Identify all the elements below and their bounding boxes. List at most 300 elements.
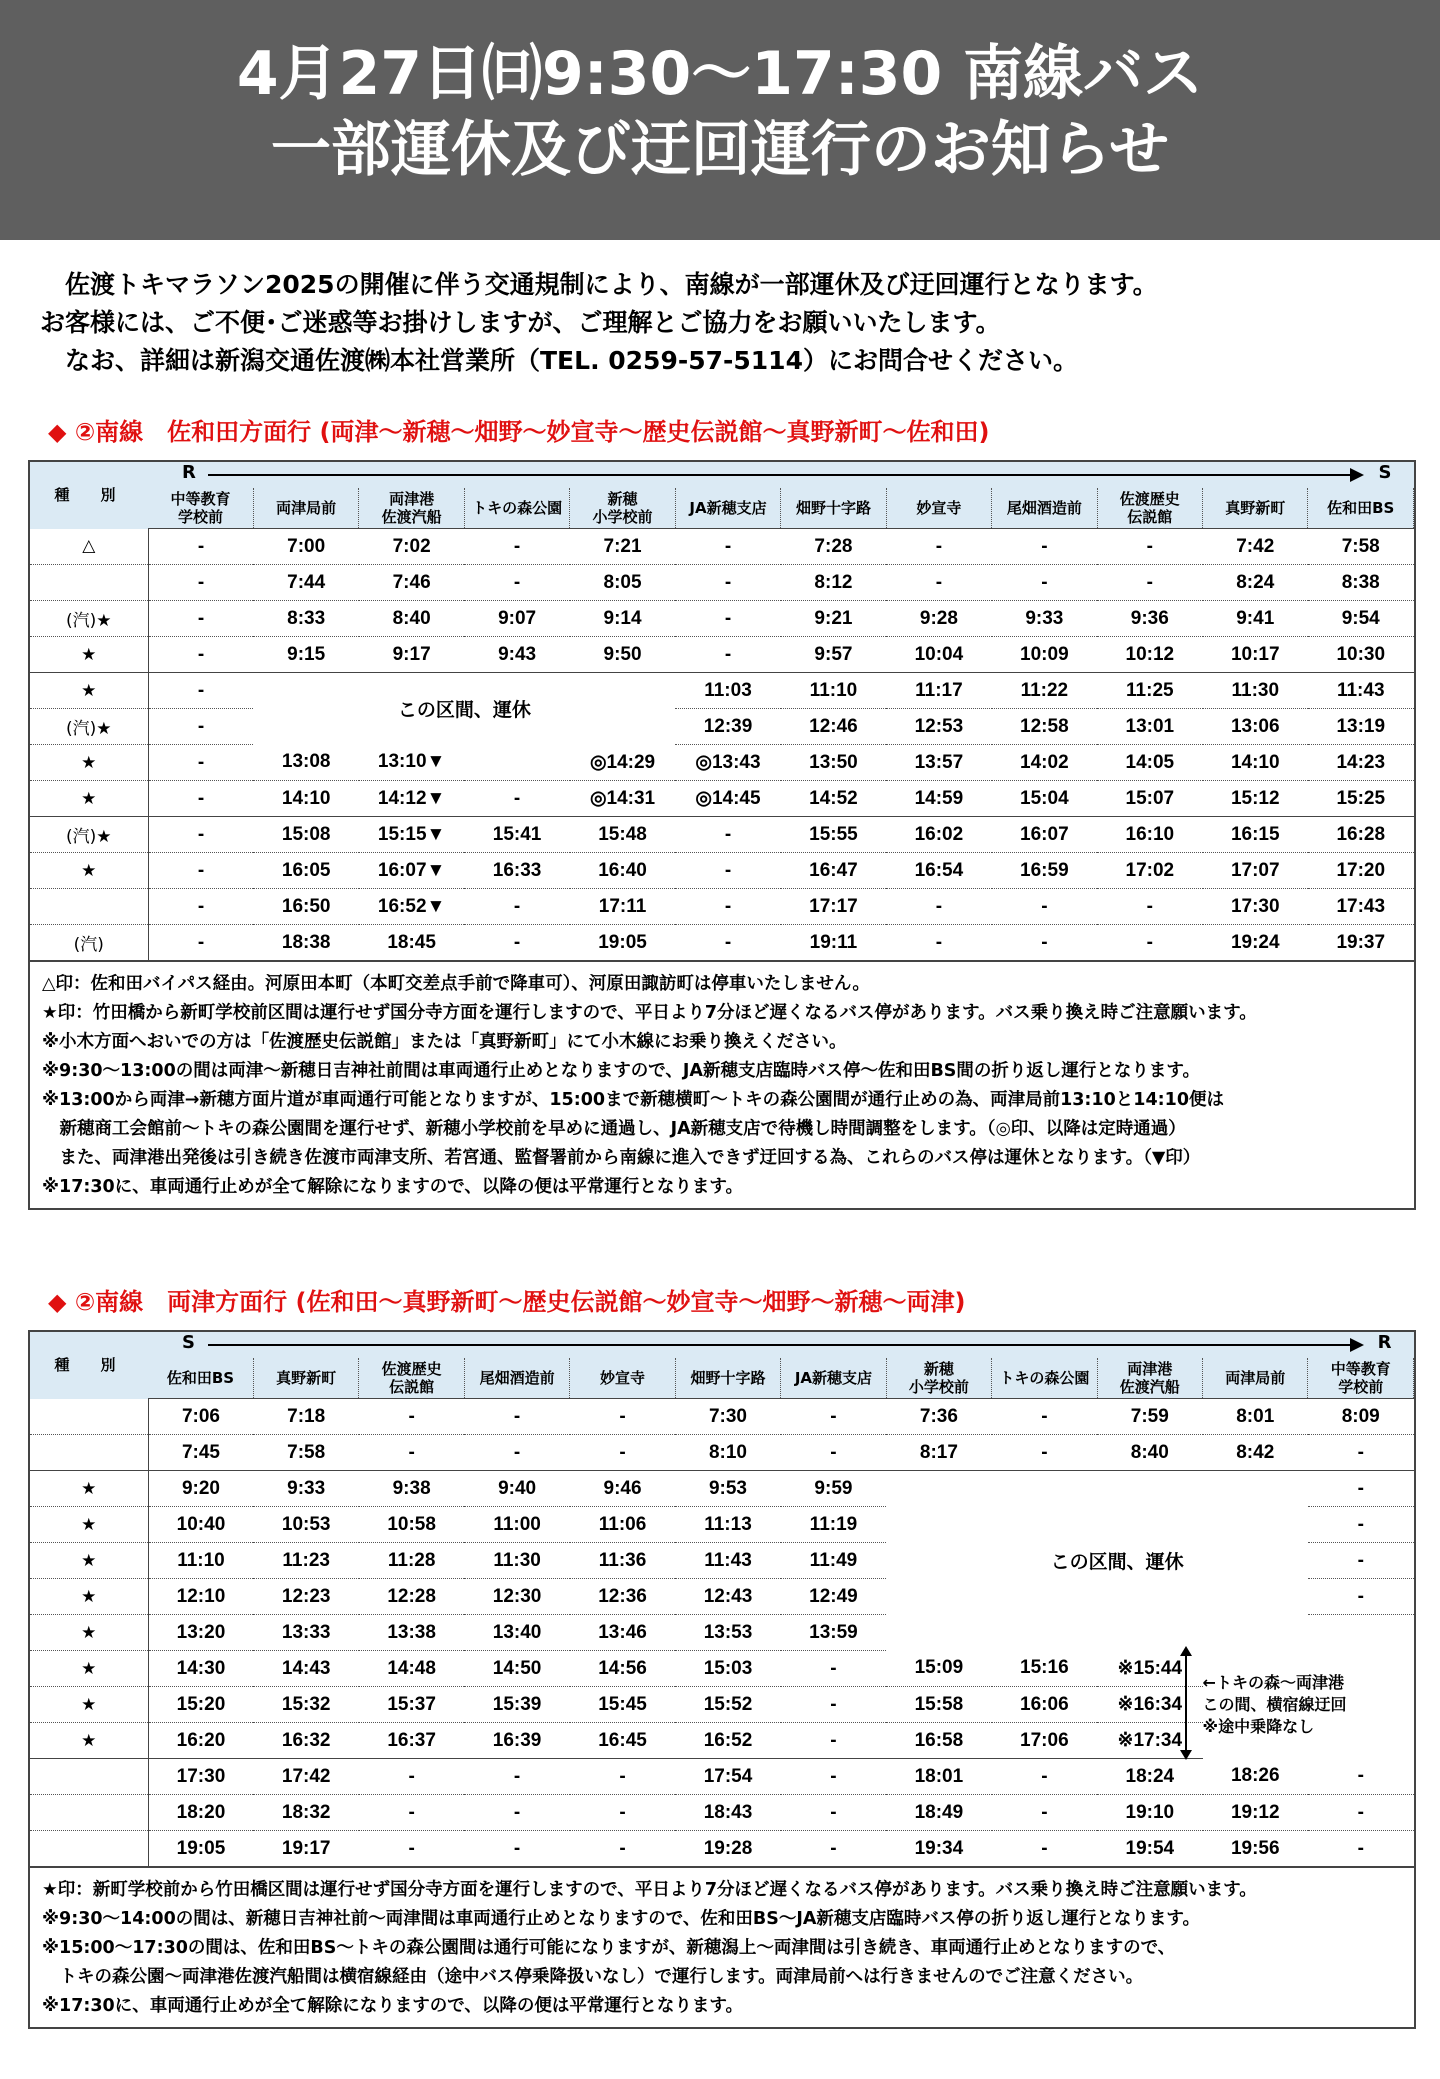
- banner-title-line2: 一部運休及び迂回運行のお知らせ: [270, 115, 1170, 185]
- table-row: [30, 565, 1414, 601]
- time-cell: 14:56: [570, 1651, 675, 1687]
- title-banner: [0, 0, 1440, 240]
- time-cell: 16:33: [464, 853, 569, 889]
- time-cell: 13:10▼: [359, 745, 464, 781]
- time-cell: 16:54: [886, 853, 991, 889]
- time-cell: 15:03: [675, 1651, 780, 1687]
- time-cell: 9:40: [464, 1471, 569, 1507]
- time-cell: 16:52▼: [359, 889, 464, 925]
- time-cell: 12:58: [992, 709, 1097, 745]
- time-cell: -: [992, 925, 1097, 961]
- time-cell: 14:48: [359, 1651, 464, 1687]
- time-cell: 16:07: [992, 817, 1097, 853]
- time-cell: 19:24: [1203, 925, 1308, 961]
- time-cell: 16:05: [253, 853, 358, 889]
- service-type: ★: [30, 1687, 148, 1723]
- time-cell: 18:49: [886, 1795, 991, 1831]
- start-point-label: R: [182, 462, 196, 483]
- time-cell: 17:20: [1308, 853, 1414, 889]
- stop-header: 佐和田BS: [148, 1358, 253, 1399]
- time-cell: 15:48: [570, 817, 675, 853]
- time-cell: 15:41: [464, 817, 569, 853]
- time-cell: 9:33: [253, 1471, 358, 1507]
- time-cell: ※17:34: [1097, 1723, 1202, 1759]
- detour-note-line: この間、横宿線迂回: [1202, 1694, 1347, 1714]
- time-cell: 16:50: [253, 889, 358, 925]
- table-row: [30, 637, 1414, 673]
- service-type: (汽): [30, 925, 148, 961]
- time-cell: 11:43: [1308, 673, 1414, 709]
- time-cell: -: [886, 565, 991, 601]
- table-row: [30, 1399, 1414, 1435]
- time-cell: 14:12▼: [359, 781, 464, 817]
- time-cell: 18:20: [148, 1795, 253, 1831]
- table-row: [30, 1759, 1414, 1795]
- time-cell: 19:05: [570, 925, 675, 961]
- stop-header: 両津港 佐渡汽船: [359, 488, 464, 529]
- time-cell: 16:40: [570, 853, 675, 889]
- time-cell: 8:24: [1203, 565, 1308, 601]
- direction-arrow: [148, 1332, 1414, 1358]
- detour-note: [1202, 1651, 1347, 1759]
- time-cell: 19:28: [675, 1831, 780, 1867]
- time-cell: 16:28: [1308, 817, 1414, 853]
- time-cell: 19:56: [1203, 1831, 1308, 1867]
- time-cell: 16:06: [992, 1687, 1097, 1723]
- time-cell: 11:28: [359, 1543, 464, 1579]
- time-cell: 8:40: [359, 601, 464, 637]
- stop-header: トキの森公園: [992, 1358, 1097, 1399]
- time-cell: 10:40: [148, 1507, 253, 1543]
- time-cell: 14:23: [1308, 745, 1414, 781]
- time-cell: 14:43: [253, 1651, 358, 1687]
- section1-notes: [30, 961, 1414, 1208]
- table-row: [30, 1651, 1414, 1687]
- time-cell: 12:53: [886, 709, 991, 745]
- table-row: [30, 601, 1414, 637]
- time-cell: 14:02: [992, 745, 1097, 781]
- time-cell: 9:36: [1097, 601, 1202, 637]
- time-cell: -: [1097, 529, 1202, 565]
- time-cell: -: [781, 1759, 886, 1795]
- time-cell: 7:28: [781, 529, 886, 565]
- time-cell: -: [148, 889, 253, 925]
- time-cell: 9:17: [359, 637, 464, 673]
- service-type: [30, 1795, 148, 1831]
- section2-title: ◆ ②南線 両津方面行 (佐和田～真野新町～歴史伝説館～妙宣寺～畑野～新穂～両津): [48, 1288, 966, 1316]
- time-cell: -: [148, 601, 253, 637]
- section2-notes: [30, 1867, 1414, 2027]
- service-type: ★: [30, 1543, 148, 1579]
- time-cell: -: [992, 889, 1097, 925]
- time-cell: 13:01: [1097, 709, 1202, 745]
- note-line: ※15:00～17:30の間は、佐和田BS～トキの森公園間は通行可能になりますが、新穂潟上～両津間は引き続き、車両通行止めとなりますので、: [42, 1938, 1176, 1958]
- note-line: トキの森公園～両津港佐渡汽船間は横宿線経由（途中バス停乗降扱いなし）で運行します。両津局前へは行きませんのでご注意ください。: [42, 1967, 1144, 1987]
- time-cell: ※15:44: [1097, 1651, 1202, 1687]
- time-cell: 11:19: [781, 1507, 886, 1543]
- time-cell: 12:23: [253, 1579, 358, 1615]
- table-row: [30, 529, 1414, 565]
- time-cell: 11:23: [253, 1543, 358, 1579]
- time-cell: -: [675, 565, 780, 601]
- time-cell: -: [148, 781, 253, 817]
- table-row: [30, 781, 1414, 817]
- table-row: [30, 1795, 1414, 1831]
- time-cell: 15:58: [886, 1687, 991, 1723]
- time-cell: 7:00: [253, 529, 358, 565]
- time-cell: 9:15: [253, 637, 358, 673]
- time-cell: -: [781, 1687, 886, 1723]
- time-cell: 19:37: [1308, 925, 1414, 961]
- time-cell: -: [1308, 1795, 1414, 1831]
- time-cell: -: [464, 565, 569, 601]
- time-cell: 16:32: [253, 1723, 358, 1759]
- stop-header: 佐和田BS: [1308, 488, 1414, 529]
- time-cell: 10:53: [253, 1507, 358, 1543]
- time-cell: -: [359, 1435, 464, 1471]
- time-cell: 13:40: [464, 1615, 569, 1651]
- table-row: [30, 925, 1414, 961]
- stop-header: 真野新町: [253, 1358, 358, 1399]
- time-cell: -: [148, 817, 253, 853]
- type-header: 種 別: [30, 1332, 148, 1399]
- time-cell: -: [1308, 1759, 1414, 1795]
- time-cell: 8:10: [675, 1435, 780, 1471]
- time-cell: 10:17: [1203, 637, 1308, 673]
- time-cell: -: [781, 1399, 886, 1435]
- service-type: △: [30, 529, 148, 565]
- time-cell: -: [148, 673, 253, 709]
- service-type: (汽)★: [30, 601, 148, 637]
- stop-header: 佐渡歴史 伝説館: [359, 1358, 464, 1399]
- time-cell: 19:54: [1097, 1831, 1202, 1867]
- time-cell: 13:38: [359, 1615, 464, 1651]
- time-cell: -: [675, 925, 780, 961]
- time-cell: 14:52: [781, 781, 886, 817]
- time-cell: 12:36: [570, 1579, 675, 1615]
- time-cell: 15:52: [675, 1687, 780, 1723]
- time-cell: 19:12: [1203, 1795, 1308, 1831]
- time-cell: -: [570, 1435, 675, 1471]
- time-cell: -: [886, 889, 991, 925]
- stop-header: JA新穂支店: [675, 488, 780, 529]
- time-cell: 10:30: [1308, 637, 1414, 673]
- time-cell: [464, 745, 569, 781]
- time-cell: 9:43: [464, 637, 569, 673]
- time-cell: 12:49: [781, 1579, 886, 1615]
- stop-header: 真野新町: [1203, 488, 1308, 529]
- time-cell: -: [1308, 1579, 1414, 1615]
- note-line: △印：佐和田バイパス経由。河原田本町（本町交差点手前で降車可）、河原田諏訪町は停車いたしません。: [42, 974, 870, 994]
- start-point-label: S: [182, 1332, 195, 1353]
- time-cell: -: [464, 1795, 569, 1831]
- service-type: ★: [30, 853, 148, 889]
- service-type: ★: [30, 1723, 148, 1759]
- stop-header: 両津港 佐渡汽船: [1097, 1358, 1202, 1399]
- time-cell: 8:17: [886, 1435, 991, 1471]
- time-cell: 11:36: [570, 1543, 675, 1579]
- table-row: [30, 1471, 1414, 1507]
- time-cell: 8:40: [1097, 1435, 1202, 1471]
- time-cell: 11:25: [1097, 673, 1202, 709]
- time-cell: -: [675, 889, 780, 925]
- time-cell: -: [992, 565, 1097, 601]
- time-cell: 15:12: [1203, 781, 1308, 817]
- time-cell: -: [359, 1831, 464, 1867]
- time-cell: 16:47: [781, 853, 886, 889]
- time-cell: 8:09: [1308, 1399, 1414, 1435]
- end-point-label: S: [1378, 462, 1392, 483]
- time-cell: -: [1308, 1543, 1414, 1579]
- service-type: [30, 1435, 148, 1471]
- note-line: ※9:30～13:00の間は両津～新穂日吉神社前間は車両通行止めとなりますので、JA新穂支店臨時バス停～佐和田BS間の折り返し運行となります。: [42, 1061, 1200, 1081]
- detour-note-line: ※途中乗降なし: [1202, 1716, 1315, 1736]
- time-cell: 7:36: [886, 1399, 991, 1435]
- time-cell: 9:21: [781, 601, 886, 637]
- vertical-arrow-icon: [1185, 1654, 1187, 1752]
- banner-title-line1: 4月27日㈰9:30～17:30 南線バス: [236, 39, 1204, 109]
- time-cell: -: [1308, 1435, 1414, 1471]
- time-cell: -: [1308, 1831, 1414, 1867]
- time-cell: -: [148, 709, 253, 745]
- service-type: [30, 1831, 148, 1867]
- time-cell: 16:45: [570, 1723, 675, 1759]
- suspended-section-label: この区間、運休: [1050, 1551, 1184, 1574]
- note-line: ※17:30に、車両通行止めが全て解除になりますので、以降の便は平常運行となります。: [42, 1996, 743, 2016]
- time-cell: 16:20: [148, 1723, 253, 1759]
- time-cell: 14:59: [886, 781, 991, 817]
- time-cell: 7:30: [675, 1399, 780, 1435]
- time-cell: 16:52: [675, 1723, 780, 1759]
- time-cell: 9:38: [359, 1471, 464, 1507]
- time-cell: 19:05: [148, 1831, 253, 1867]
- time-cell: 16:39: [464, 1723, 569, 1759]
- section1-timetable-box: [28, 460, 1416, 1210]
- time-cell: 16:07▼: [359, 853, 464, 889]
- time-cell: 9:33: [992, 601, 1097, 637]
- time-cell: -: [464, 889, 569, 925]
- time-cell: 7:45: [148, 1435, 253, 1471]
- time-cell: 13:57: [886, 745, 991, 781]
- time-cell: 15:07: [1097, 781, 1202, 817]
- time-cell: 12:30: [464, 1579, 569, 1615]
- note-line: 新穂商工会館前～トキの森公園間を運行せず、新穂小学校前を早めに通過し、JA新穂支店で待機し時間調整をします。（◎印、以降は定時通過）: [42, 1119, 1186, 1139]
- time-cell: 18:24: [1097, 1759, 1202, 1795]
- time-cell: 10:12: [1097, 637, 1202, 673]
- time-cell: 13:50: [781, 745, 886, 781]
- arrow-line: [208, 474, 1354, 476]
- stop-header: 中等教育 学校前: [1308, 1358, 1414, 1399]
- time-cell: -: [148, 925, 253, 961]
- time-cell: 8:38: [1308, 565, 1414, 601]
- time-cell: 14:05: [1097, 745, 1202, 781]
- time-cell: -: [148, 637, 253, 673]
- time-cell: -: [148, 745, 253, 781]
- service-type: [30, 1399, 148, 1435]
- service-type: ★: [30, 781, 148, 817]
- time-cell: 15:39: [464, 1687, 569, 1723]
- stop-header: 両津局前: [1203, 1358, 1308, 1399]
- time-cell: 15:45: [570, 1687, 675, 1723]
- time-cell: -: [781, 1831, 886, 1867]
- time-cell: -: [1308, 1471, 1414, 1507]
- time-cell: 15:08: [253, 817, 358, 853]
- note-line: また、両津港出発後は引き続き佐渡市両津支所、若宮通、監督署前から南線に進入できず迂回する為、これらのバス停は運休となります。（▼印）: [42, 1148, 1201, 1168]
- time-cell: 12:43: [675, 1579, 780, 1615]
- time-cell: -: [464, 1399, 569, 1435]
- time-cell: 11:06: [570, 1507, 675, 1543]
- time-cell: 18:26: [1203, 1759, 1308, 1795]
- time-cell: 9:41: [1203, 601, 1308, 637]
- time-cell: 9:14: [570, 601, 675, 637]
- time-cell: 17:17: [781, 889, 886, 925]
- time-cell: -: [570, 1831, 675, 1867]
- time-cell: 9:50: [570, 637, 675, 673]
- table-row: [30, 817, 1414, 853]
- time-cell: -: [781, 1723, 886, 1759]
- time-cell: -: [992, 1399, 1097, 1435]
- time-cell: -: [1097, 925, 1202, 961]
- time-cell: -: [464, 781, 569, 817]
- time-cell: -: [1097, 889, 1202, 925]
- time-cell: 16:37: [359, 1723, 464, 1759]
- service-type: [30, 1759, 148, 1795]
- time-cell: 13:53: [675, 1615, 780, 1651]
- time-cell: 18:38: [253, 925, 358, 961]
- service-type: [30, 565, 148, 601]
- time-cell: 17:02: [1097, 853, 1202, 889]
- time-cell: 17:30: [148, 1759, 253, 1795]
- stop-header: 妙宣寺: [886, 488, 991, 529]
- time-cell: 11:30: [464, 1543, 569, 1579]
- time-cell: 9:59: [781, 1471, 886, 1507]
- table-row: [30, 853, 1414, 889]
- time-cell: -: [464, 925, 569, 961]
- time-cell: -: [992, 1831, 1097, 1867]
- time-cell: 19:17: [253, 1831, 358, 1867]
- service-type: ★: [30, 1579, 148, 1615]
- section1-title: ◆ ②南線 佐和田方面行 (両津～新穂～畑野～妙宣寺～歴史伝説館～真野新町～佐和田): [48, 418, 990, 446]
- time-cell: 13:33: [253, 1615, 358, 1651]
- time-cell: -: [570, 1795, 675, 1831]
- time-cell: -: [359, 1795, 464, 1831]
- service-type: ★: [30, 1471, 148, 1507]
- time-cell: -: [570, 1399, 675, 1435]
- time-cell: ◎14:29: [570, 745, 675, 781]
- service-type: ★: [30, 1507, 148, 1543]
- time-cell: 15:16: [992, 1651, 1097, 1687]
- time-cell: -: [992, 1795, 1097, 1831]
- time-cell: 9:28: [886, 601, 991, 637]
- time-cell: 19:34: [886, 1831, 991, 1867]
- time-cell: -: [886, 529, 991, 565]
- service-type: ★: [30, 745, 148, 781]
- time-cell: 18:43: [675, 1795, 780, 1831]
- time-cell: 12:10: [148, 1579, 253, 1615]
- time-cell: 17:30: [1203, 889, 1308, 925]
- time-cell: 15:20: [148, 1687, 253, 1723]
- time-cell: 7:58: [1308, 529, 1414, 565]
- time-cell: 19:10: [1097, 1795, 1202, 1831]
- time-cell: 16:02: [886, 817, 991, 853]
- time-cell: 17:43: [1308, 889, 1414, 925]
- time-cell: 19:11: [781, 925, 886, 961]
- time-cell: -: [886, 925, 991, 961]
- arrowhead-icon: [1350, 468, 1364, 482]
- time-cell: 8:33: [253, 601, 358, 637]
- time-cell: -: [675, 853, 780, 889]
- time-cell: 12:46: [781, 709, 886, 745]
- time-cell: 7:44: [253, 565, 358, 601]
- time-cell: 15:55: [781, 817, 886, 853]
- time-cell: -: [148, 853, 253, 889]
- time-cell: 7:59: [1097, 1399, 1202, 1435]
- intro-line: お客様には、ご不便･ご迷惑等お掛けしますが、ご理解とご協力をお願いいたします。: [40, 308, 1001, 337]
- time-cell: 16:59: [992, 853, 1097, 889]
- time-cell: 11:43: [675, 1543, 780, 1579]
- time-cell: 10:09: [992, 637, 1097, 673]
- time-cell: -: [675, 817, 780, 853]
- time-cell: 8:12: [781, 565, 886, 601]
- time-cell: 13:06: [1203, 709, 1308, 745]
- stop-header: 新穂 小学校前: [886, 1358, 991, 1399]
- time-cell: 18:01: [886, 1759, 991, 1795]
- intro-text: [40, 266, 1420, 380]
- time-cell: 13:46: [570, 1615, 675, 1651]
- time-cell: 13:19: [1308, 709, 1414, 745]
- time-cell: 15:32: [253, 1687, 358, 1723]
- time-cell: 14:30: [148, 1651, 253, 1687]
- time-cell: 13:59: [781, 1615, 886, 1651]
- time-cell: -: [464, 1831, 569, 1867]
- time-cell: -: [570, 1759, 675, 1795]
- type-header: 種 別: [30, 462, 148, 529]
- intro-line: 佐渡トキマラソン2025の開催に伴う交通規制により、南線が一部運休及び迂回運行となります。: [40, 270, 1158, 299]
- note-line: ※9:30～14:00の間は、新穂日吉神社前～両津間は車両通行止めとなりますので、佐和田BS～JA新穂支店臨時バス停の折り返し運行となります。: [42, 1909, 1200, 1929]
- table-row: [30, 709, 1414, 745]
- stop-header: JA新穂支店: [781, 1358, 886, 1399]
- time-cell: -: [148, 529, 253, 565]
- detour-note-line: ←トキの森～両津港: [1202, 1672, 1344, 1692]
- stop-header: トキの森公園: [464, 488, 569, 529]
- service-type: ★: [30, 637, 148, 673]
- service-type: ★: [30, 1651, 148, 1687]
- time-cell: -: [992, 529, 1097, 565]
- stop-header: 妙宣寺: [570, 1358, 675, 1399]
- section2-timetable: [30, 1332, 1414, 1867]
- time-cell: 11:17: [886, 673, 991, 709]
- time-cell: 14:10: [1203, 745, 1308, 781]
- time-cell: 17:42: [253, 1759, 358, 1795]
- time-cell: 12:39: [675, 709, 780, 745]
- time-cell: 9:20: [148, 1471, 253, 1507]
- time-cell: 13:08: [253, 745, 358, 781]
- time-cell: 9:07: [464, 601, 569, 637]
- stop-header: 中等教育 学校前: [148, 488, 253, 529]
- time-cell: 11:10: [148, 1543, 253, 1579]
- time-cell: ※16:34: [1097, 1687, 1202, 1723]
- table-row: [30, 889, 1414, 925]
- service-type: ★: [30, 673, 148, 709]
- arrowhead-icon: [1350, 1338, 1364, 1352]
- time-cell: 17:54: [675, 1759, 780, 1795]
- service-type: (汽)★: [30, 817, 148, 853]
- stop-header: 両津局前: [253, 488, 358, 529]
- table-row: [30, 745, 1414, 781]
- time-cell: -: [675, 529, 780, 565]
- time-cell: 7:58: [253, 1435, 358, 1471]
- time-cell: 11:10: [781, 673, 886, 709]
